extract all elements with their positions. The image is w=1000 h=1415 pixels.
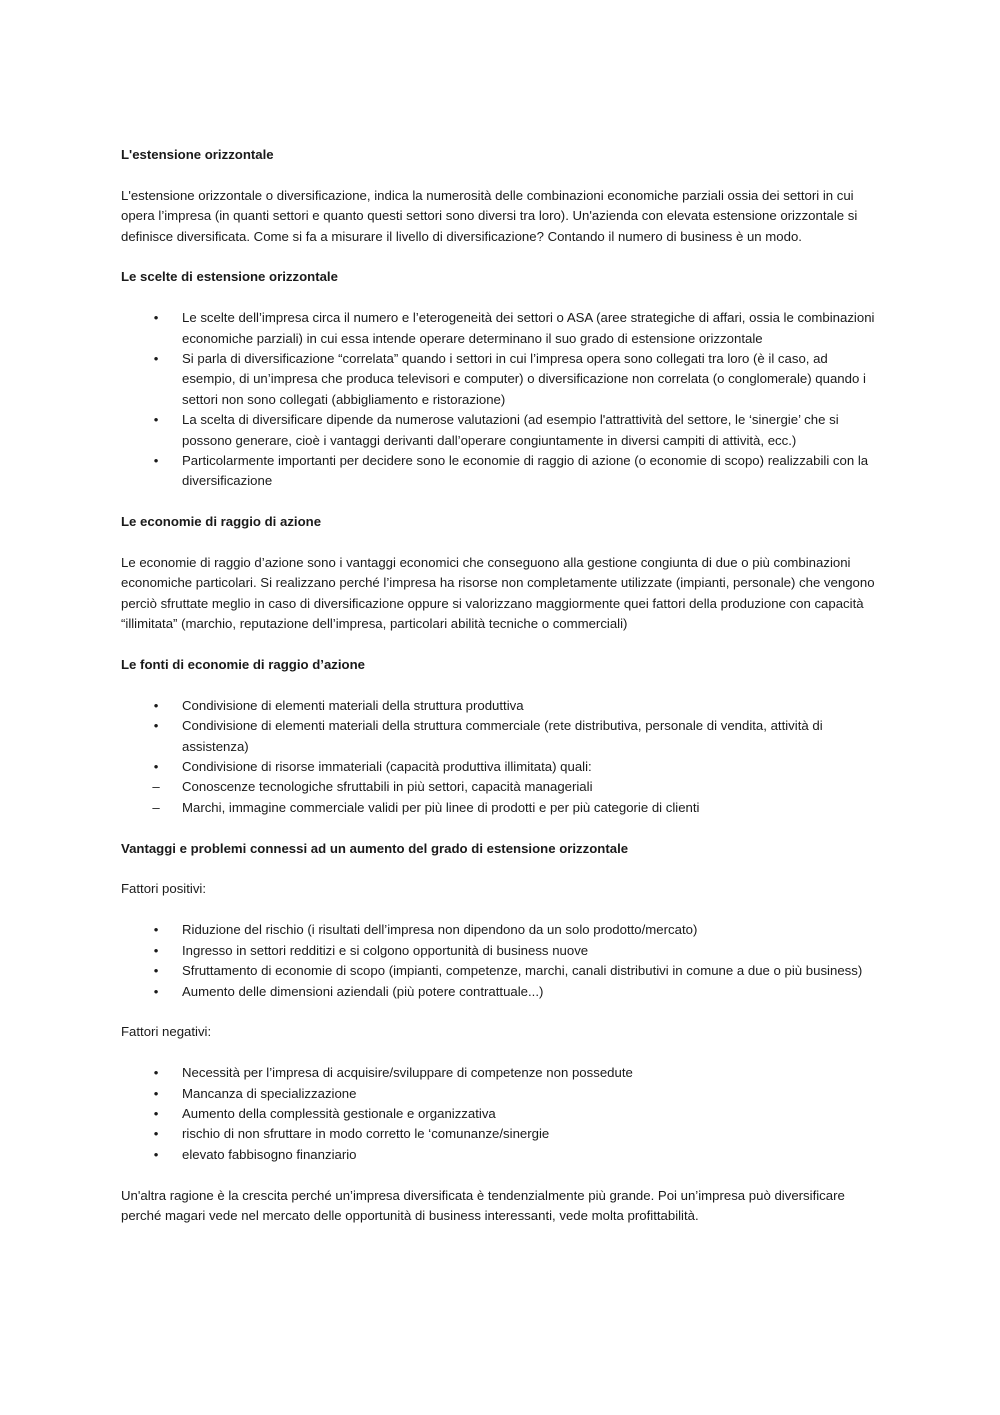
bullet-icon: •: [153, 1065, 159, 1081]
list-item: [121, 757, 881, 777]
bullet-icon: •: [153, 942, 159, 958]
list-item-text: Condivisione di elementi materiali della struttura commerciale (rete distributiva, personale di vendita, attività di assistenza): [182, 718, 823, 754]
dash-icon: –: [152, 799, 160, 815]
list-item: [121, 1084, 881, 1104]
section-heading: Le scelte di estensione orizzontale: [121, 269, 338, 285]
bullet-icon: •: [153, 759, 159, 775]
bullet-icon: •: [153, 983, 159, 999]
list-item-text: Le scelte dell’impresa circa il numero e l’eterogeneità dei settori o ASA (aree strategiche di affari, ossia le combinazioni economiche parziali) in cui essa intende operare determinano il suo grado di estensione orizzontale: [182, 310, 875, 346]
bullet-icon: •: [153, 963, 159, 979]
bullet-icon: •: [153, 351, 159, 367]
section-heading: L'estensione orizzontale: [121, 147, 274, 162]
subheading-negative: Fattori negativi:: [121, 1024, 212, 1040]
bullet-list: [121, 696, 881, 818]
list-item: [121, 982, 881, 1002]
list-item: [121, 1145, 881, 1165]
bullet-list: [121, 1063, 881, 1165]
list-item-text: Sfruttamento di economie di scopo (impianti, competenze, marchi, canali distributivi in comune a due o più business): [182, 963, 863, 979]
bullet-icon: •: [153, 1105, 159, 1121]
list-item: [121, 451, 881, 492]
list-item: [121, 1063, 881, 1083]
list-item-text: Riduzione del rischio (i risultati dell’impresa non dipendono da un solo prodotto/mercato): [182, 922, 698, 938]
list-item: [121, 1124, 881, 1144]
list-item: [121, 410, 881, 451]
bullet-icon: •: [153, 310, 159, 326]
dash-icon: –: [152, 779, 160, 795]
list-item-text: Necessità per l’impresa di acquisire/sviluppare di competenze non possedute: [182, 1065, 633, 1081]
paragraph: L'estensione orizzontale o diversificazione, indica la numerosità delle combinazioni economiche parziali ossia dei settori in cui opera l’impresa (in quanti settori e quanto questi settori sono diversi tra loro). Un'azienda con elevata estensione orizzontale si definisce diversificata. Come si fa a misurare il livello di diversificazione? Contando il numero di business è un modo.: [121, 187, 858, 244]
bullet-icon: •: [153, 412, 159, 428]
list-item: [121, 961, 881, 981]
list-item-text: Conoscenze tecnologiche sfruttabili in più settori, capacità manageriali: [182, 779, 593, 795]
list-item-text: elevato fabbisogno finanziario: [182, 1146, 357, 1162]
bullet-icon: •: [153, 922, 159, 938]
list-item-text: Particolarmente importanti per decidere sono le economie di raggio di azione (o economie di scopo) realizzabili con la diversificazione: [182, 453, 869, 489]
list-item-text: Condivisione di elementi materiali della struttura produttiva: [182, 697, 524, 713]
list-item: [121, 308, 881, 349]
bullet-icon: •: [153, 1126, 159, 1142]
bullet-icon: •: [153, 1146, 159, 1162]
list-item: [121, 716, 881, 757]
bullet-icon: •: [153, 718, 159, 734]
list-item: [121, 798, 881, 818]
list-item-text: Condivisione di risorse immateriali (capacità produttiva illimitata) quali:: [182, 759, 592, 775]
paragraph: Le economie di raggio d’azione sono i vantaggi economici che conseguono alla gestione congiunta di due o più combinazioni economiche particolari. Si realizzano perché l’impresa ha risorse non completamente utilizzate (impianti, personale) che vengono perciò sfruttate meglio in caso di diversificazione oppure si valorizzano maggiormente quei fattori della produzione con capacità “illimitata” (marchio, reputazione dell’impresa, particolari abilità tecniche o commerciali): [121, 555, 875, 632]
bullet-icon: •: [153, 697, 159, 713]
list-item: [121, 1104, 881, 1124]
bullet-list: [121, 920, 881, 1002]
list-item-text: Marchi, immagine commerciale validi per più linee di prodotti e per più categorie di clienti: [182, 799, 700, 815]
list-item-text: Aumento della complessità gestionale e organizzativa: [182, 1105, 496, 1121]
list-item-text: Ingresso in settori redditizi e si colgono opportunità di business nuove: [182, 942, 589, 958]
document-body: [121, 145, 881, 1247]
list-item: [121, 777, 881, 797]
bullet-icon: •: [153, 453, 159, 469]
list-item-text: Si parla di diversificazione “correlata” quando i settori in cui l’impresa opera sono collegati tra loro (è il caso, ad esempio, di un’impresa che produca televisori e computer) o diversificazione non correlata (o conglomerale) quando i settori non sono collegati (abbigliamento e ristorazione): [182, 351, 866, 407]
list-item: [121, 696, 881, 716]
list-item-text: Mancanza di specializzazione: [182, 1085, 357, 1101]
list-item: [121, 349, 881, 410]
section-heading: Le fonti di economie di raggio d’azione: [121, 657, 365, 673]
bullet-list: [121, 308, 881, 492]
bullet-icon: •: [153, 1085, 159, 1101]
section-heading: Vantaggi e problemi connessi ad un aumento del grado di estensione orizzontale: [121, 840, 629, 856]
list-item-text: Aumento delle dimensioni aziendali (più potere contrattuale...): [182, 983, 544, 999]
closing-paragraph: Un'altra ragione è la crescita perché un’impresa diversificata è tendenzialmente più grande. Poi un’impresa può diversificare perché magari vede nel mercato delle opportunità di business interessanti, vede molta profittabilità.: [121, 1187, 845, 1223]
list-item: [121, 920, 881, 940]
list-item-text: La scelta di diversificare dipende da numerose valutazioni (ad esempio l'attrattività del settore, le ‘sinergie’ che si possono generare, cioè i vantaggi derivanti dall’operare congiuntamente in diversi campiti di attività, ecc.): [182, 412, 839, 448]
subheading-positive: Fattori positivi:: [121, 881, 207, 897]
list-item: [121, 941, 881, 961]
section-heading: Le economie di raggio di azione: [121, 514, 322, 530]
list-item-text: rischio di non sfruttare in modo corretto le ‘comunanze/sinergie: [182, 1126, 550, 1142]
